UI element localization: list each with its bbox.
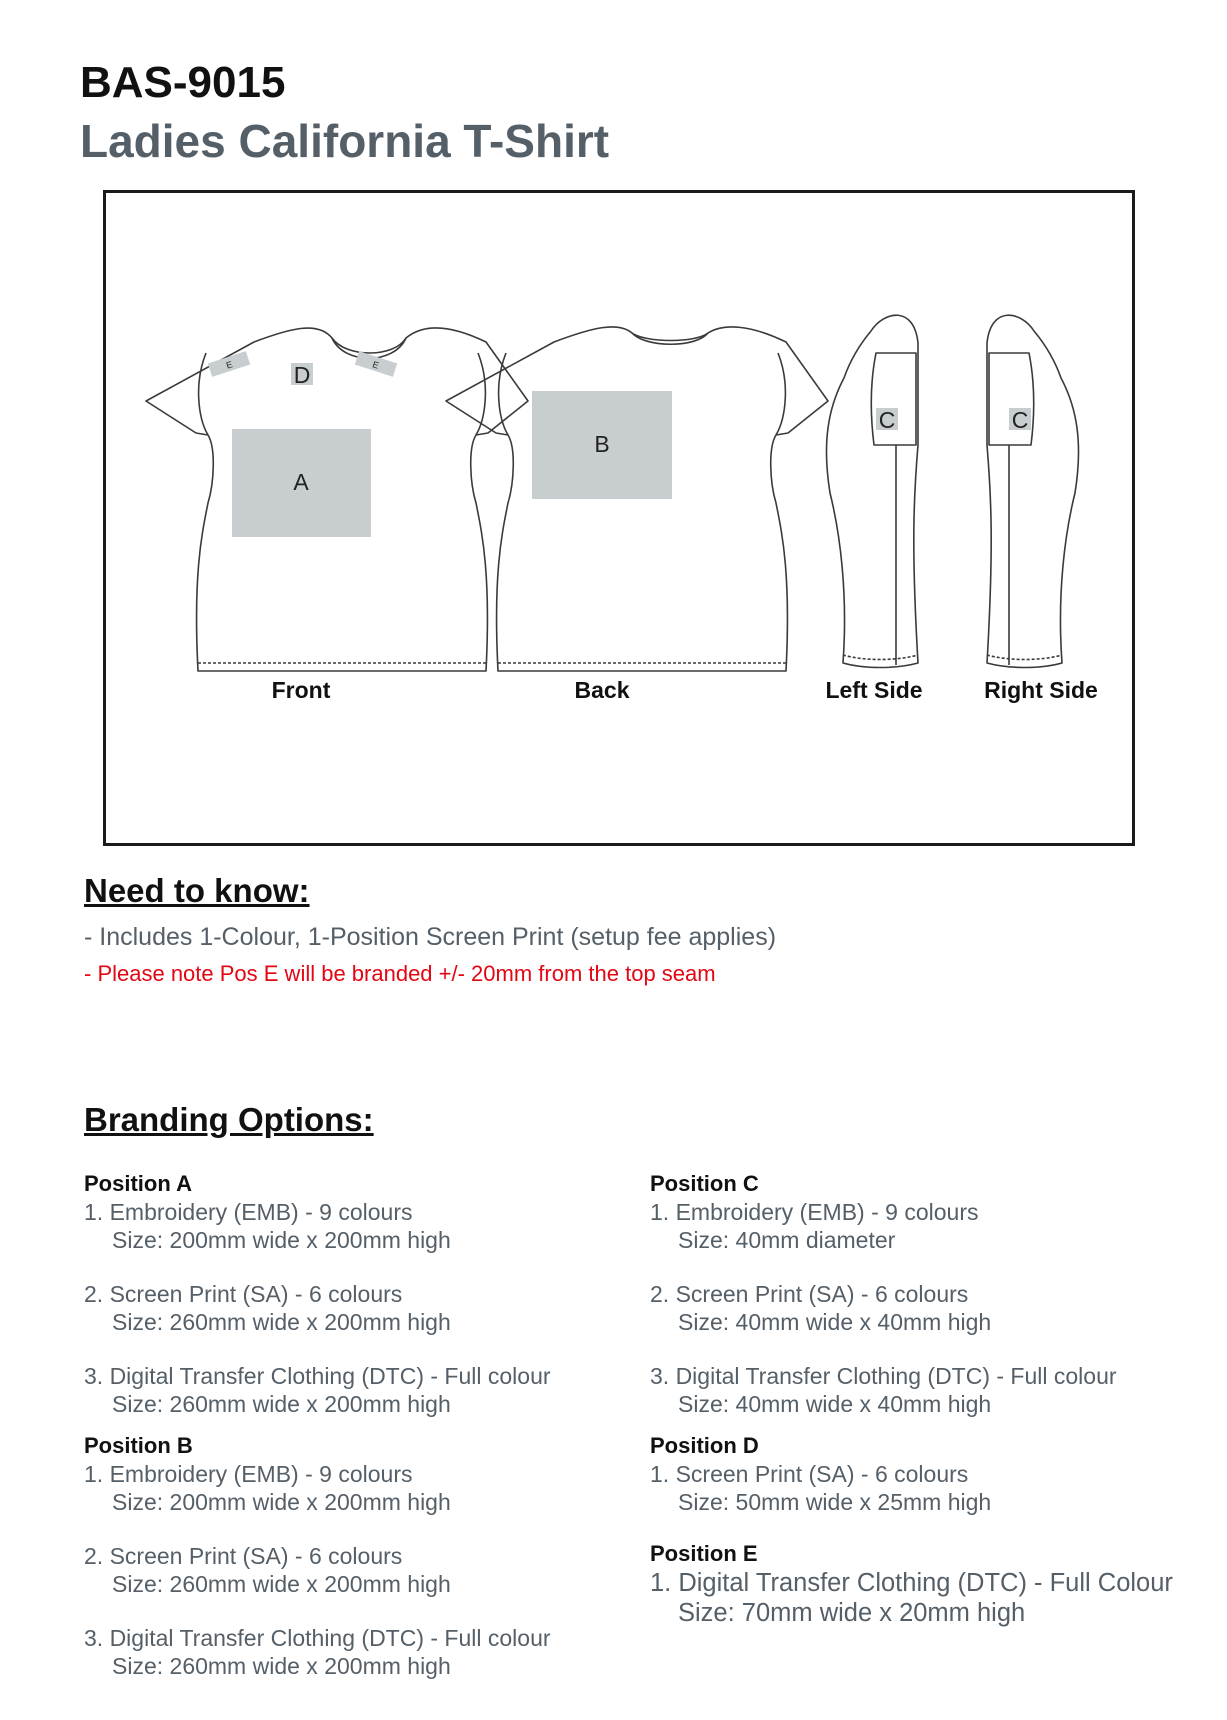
- view-label-left-side: Left Side: [825, 677, 923, 703]
- position-b-option-2: [84, 1542, 644, 1598]
- option-method: 1. Embroidery (EMB) - 9 colours: [650, 1199, 979, 1225]
- right-side-outline: [987, 315, 1079, 667]
- position-label-d: D: [293, 362, 311, 388]
- option-size: Size: 260mm wide x 200mm high: [112, 1391, 451, 1417]
- position-a-block: [84, 1170, 644, 1418]
- position-label-e-right: E: [371, 359, 381, 371]
- position-e-title: Position E: [650, 1541, 758, 1566]
- option-method: 3. Digital Transfer Clothing (DTC) - Full colour: [84, 1363, 551, 1389]
- need-to-know-note-2: - Please note Pos E will be branded +/- 20mm from the top seam: [84, 961, 716, 986]
- branding-options-heading: Branding Options:: [84, 1101, 374, 1138]
- need-to-know-heading: Need to know:: [84, 872, 310, 909]
- product-name: Ladies California T-Shirt: [80, 115, 610, 167]
- position-label-e-left: E: [224, 359, 234, 371]
- position-a-option-2: [84, 1280, 644, 1336]
- garment-diagram-frame: [103, 190, 1135, 846]
- position-c-title: Position C: [650, 1171, 759, 1196]
- position-label-c-left: C: [878, 407, 896, 433]
- option-size: Size: 200mm wide x 200mm high: [112, 1489, 451, 1515]
- position-a-title: Position A: [84, 1171, 192, 1196]
- option-size: Size: 50mm wide x 25mm high: [678, 1489, 992, 1515]
- position-b-title: Position B: [84, 1433, 193, 1458]
- option-method: 1. Screen Print (SA) - 6 colours: [650, 1461, 969, 1487]
- option-method: 1. Embroidery (EMB) - 9 colours: [84, 1199, 413, 1225]
- front-left-sleeve-seam: [199, 353, 208, 435]
- branding-column-right: [650, 1170, 1210, 1628]
- right-side-hem: [987, 655, 1062, 660]
- product-code: BAS-9015: [80, 58, 286, 107]
- back-right-sleeve-seam: [776, 353, 785, 435]
- position-b-option-1: [84, 1460, 644, 1516]
- position-d-option-1: [650, 1460, 1210, 1516]
- position-b-block: [84, 1432, 644, 1680]
- branding-column-left: [84, 1170, 644, 1680]
- option-method: 1. Digital Transfer Clothing (DTC) - Full Colour: [650, 1569, 1173, 1597]
- option-method: 2. Screen Print (SA) - 6 colours: [650, 1281, 969, 1307]
- view-label-right-side: Right Side: [984, 677, 1098, 703]
- option-method: 2. Screen Print (SA) - 6 colours: [84, 1281, 403, 1307]
- option-method: 2. Screen Print (SA) - 6 colours: [84, 1543, 403, 1569]
- left-side-hem: [843, 655, 918, 660]
- position-c-option-1: [650, 1198, 1210, 1254]
- position-a-option-1: [84, 1198, 644, 1254]
- position-b-option-3: [84, 1624, 644, 1680]
- position-d-block: [650, 1432, 1210, 1516]
- option-size: Size: 40mm diameter: [678, 1227, 896, 1253]
- option-size: Size: 40mm wide x 40mm high: [678, 1309, 992, 1335]
- option-method: 1. Embroidery (EMB) - 9 colours: [84, 1461, 413, 1487]
- option-size: Size: 260mm wide x 200mm high: [112, 1571, 451, 1597]
- option-size: Size: 200mm wide x 200mm high: [112, 1227, 451, 1253]
- position-label-a: A: [293, 469, 309, 495]
- position-c-option-3: [650, 1362, 1210, 1418]
- garment-diagram: [106, 193, 1132, 843]
- option-size: Size: 260mm wide x 200mm high: [112, 1653, 451, 1679]
- position-label-c-right: C: [1011, 407, 1029, 433]
- view-label-back: Back: [574, 677, 630, 703]
- position-e-option-1: [650, 1568, 1210, 1628]
- view-label-front: Front: [271, 677, 331, 703]
- position-c-block: [650, 1170, 1210, 1418]
- need-to-know-note-1: - Includes 1-Colour, 1-Position Screen Print (setup fee applies): [84, 923, 777, 951]
- left-side-outline: [826, 315, 918, 667]
- position-label-b: B: [594, 431, 610, 457]
- option-size: Size: 70mm wide x 20mm high: [678, 1599, 1026, 1627]
- option-method: 3. Digital Transfer Clothing (DTC) - Full colour: [84, 1625, 551, 1651]
- option-size: Size: 260mm wide x 200mm high: [112, 1309, 451, 1335]
- option-size: Size: 40mm wide x 40mm high: [678, 1391, 992, 1417]
- position-a-option-3: [84, 1362, 644, 1418]
- option-method: 3. Digital Transfer Clothing (DTC) - Full colour: [650, 1363, 1117, 1389]
- position-e-block: [650, 1540, 1210, 1628]
- position-d-title: Position D: [650, 1433, 759, 1458]
- position-c-option-2: [650, 1280, 1210, 1336]
